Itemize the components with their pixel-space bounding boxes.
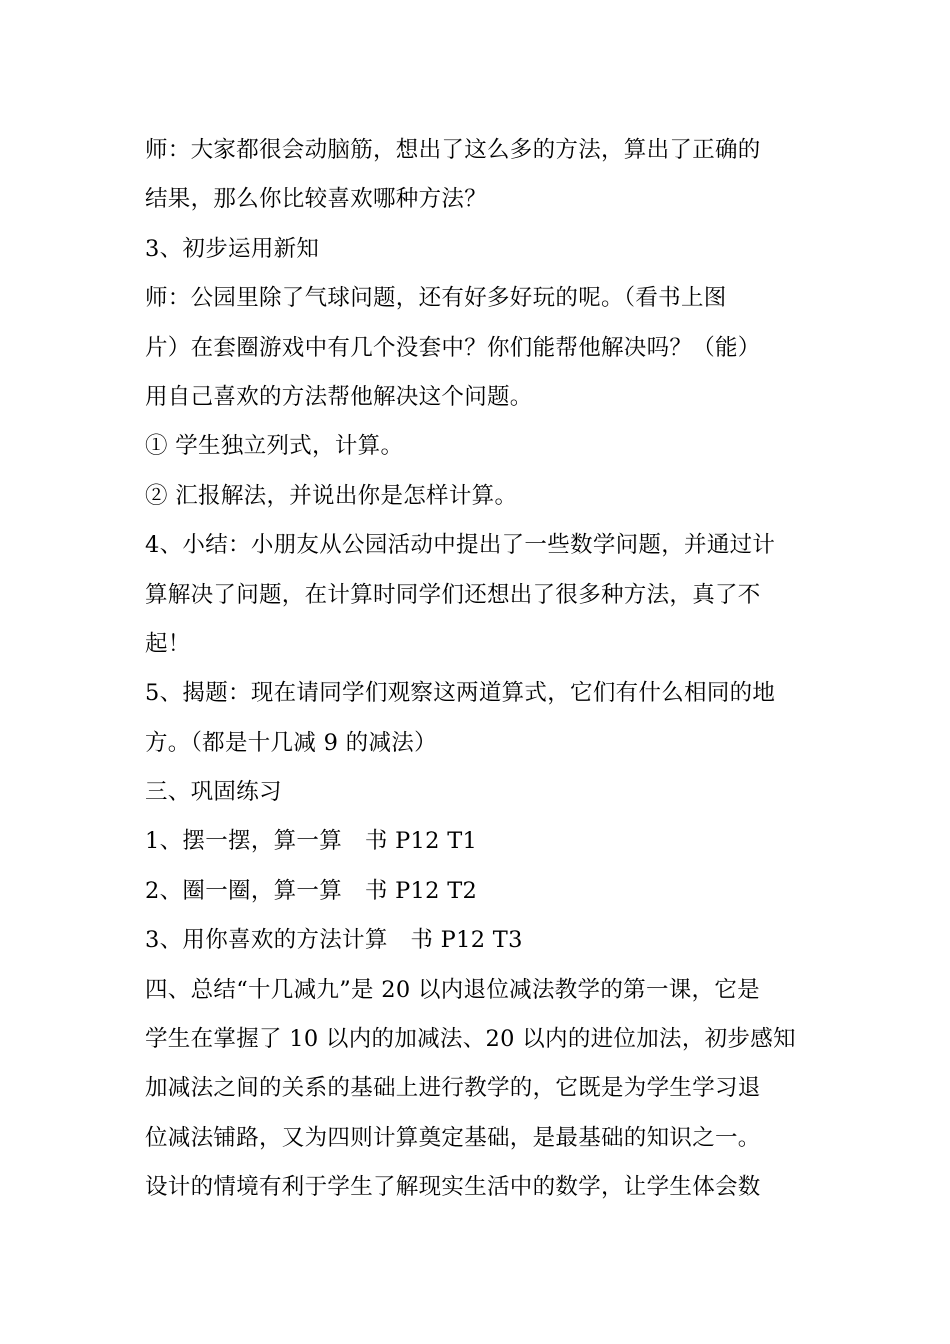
text-line: 师：公园里除了气球问题，还有好多好玩的呢。（看书上图 [145,285,727,312]
list-item: ① 学生独立列式，计算。 [145,433,404,460]
list-item: 2、圈一圈，算一算 书 P12 T2 [145,877,478,904]
text-line: 片）在套圈游戏中有几个没套中？你们能帮他解决吗？（能） [145,334,761,361]
text-line: 用自己喜欢的方法帮他解决这个问题。 [145,383,533,410]
document-body [145,126,810,1213]
section-heading: 3、初步运用新知 [145,235,320,262]
text-line: 加减法之间的关系的基础上进行教学的，它既是为学生学习退 [145,1075,761,1102]
text-line: 学生在掌握了 10 以内的加减法、20 以内的进位加法，初步感知 [145,1026,796,1053]
list-item: 1、摆一摆，算一算 书 P12 T1 [145,828,478,855]
text-line: 师：大家都很会动脑筋，想出了这么多的方法，算出了正确的 [145,137,761,163]
list-item: 3、用你喜欢的方法计算 书 P12 T3 [145,927,523,954]
text-line: 方。（都是十几减 9 的减法） [145,729,437,756]
text-line: 算解决了问题，在计算时同学们还想出了很多种方法，真了不 [145,581,761,608]
text-line: 设计的情境有利于学生了解现实生活中的数学，让学生体会数 [145,1174,761,1201]
text-line: 结果，那么你比较喜欢哪种方法？ [145,186,488,213]
section-heading: 三、巩固练习 [145,779,282,806]
text-line: 4、小结：小朋友从公园活动中提出了一些数学问题，并通过计 [145,532,776,559]
text-line: 四、总结“十几减九”是 20 以内退位减法教学的第一课，它是 [145,976,760,1003]
text-line: 起！ [145,630,191,657]
text-line: 位减法铺路，又为四则计算奠定基础，是最基础的知识之一。 [145,1124,761,1151]
text-line: 5、揭题：现在请同学们观察这两道算式，它们有什么相同的地 [145,680,776,707]
list-item: ② 汇报解法，并说出你是怎样计算。 [145,482,518,509]
